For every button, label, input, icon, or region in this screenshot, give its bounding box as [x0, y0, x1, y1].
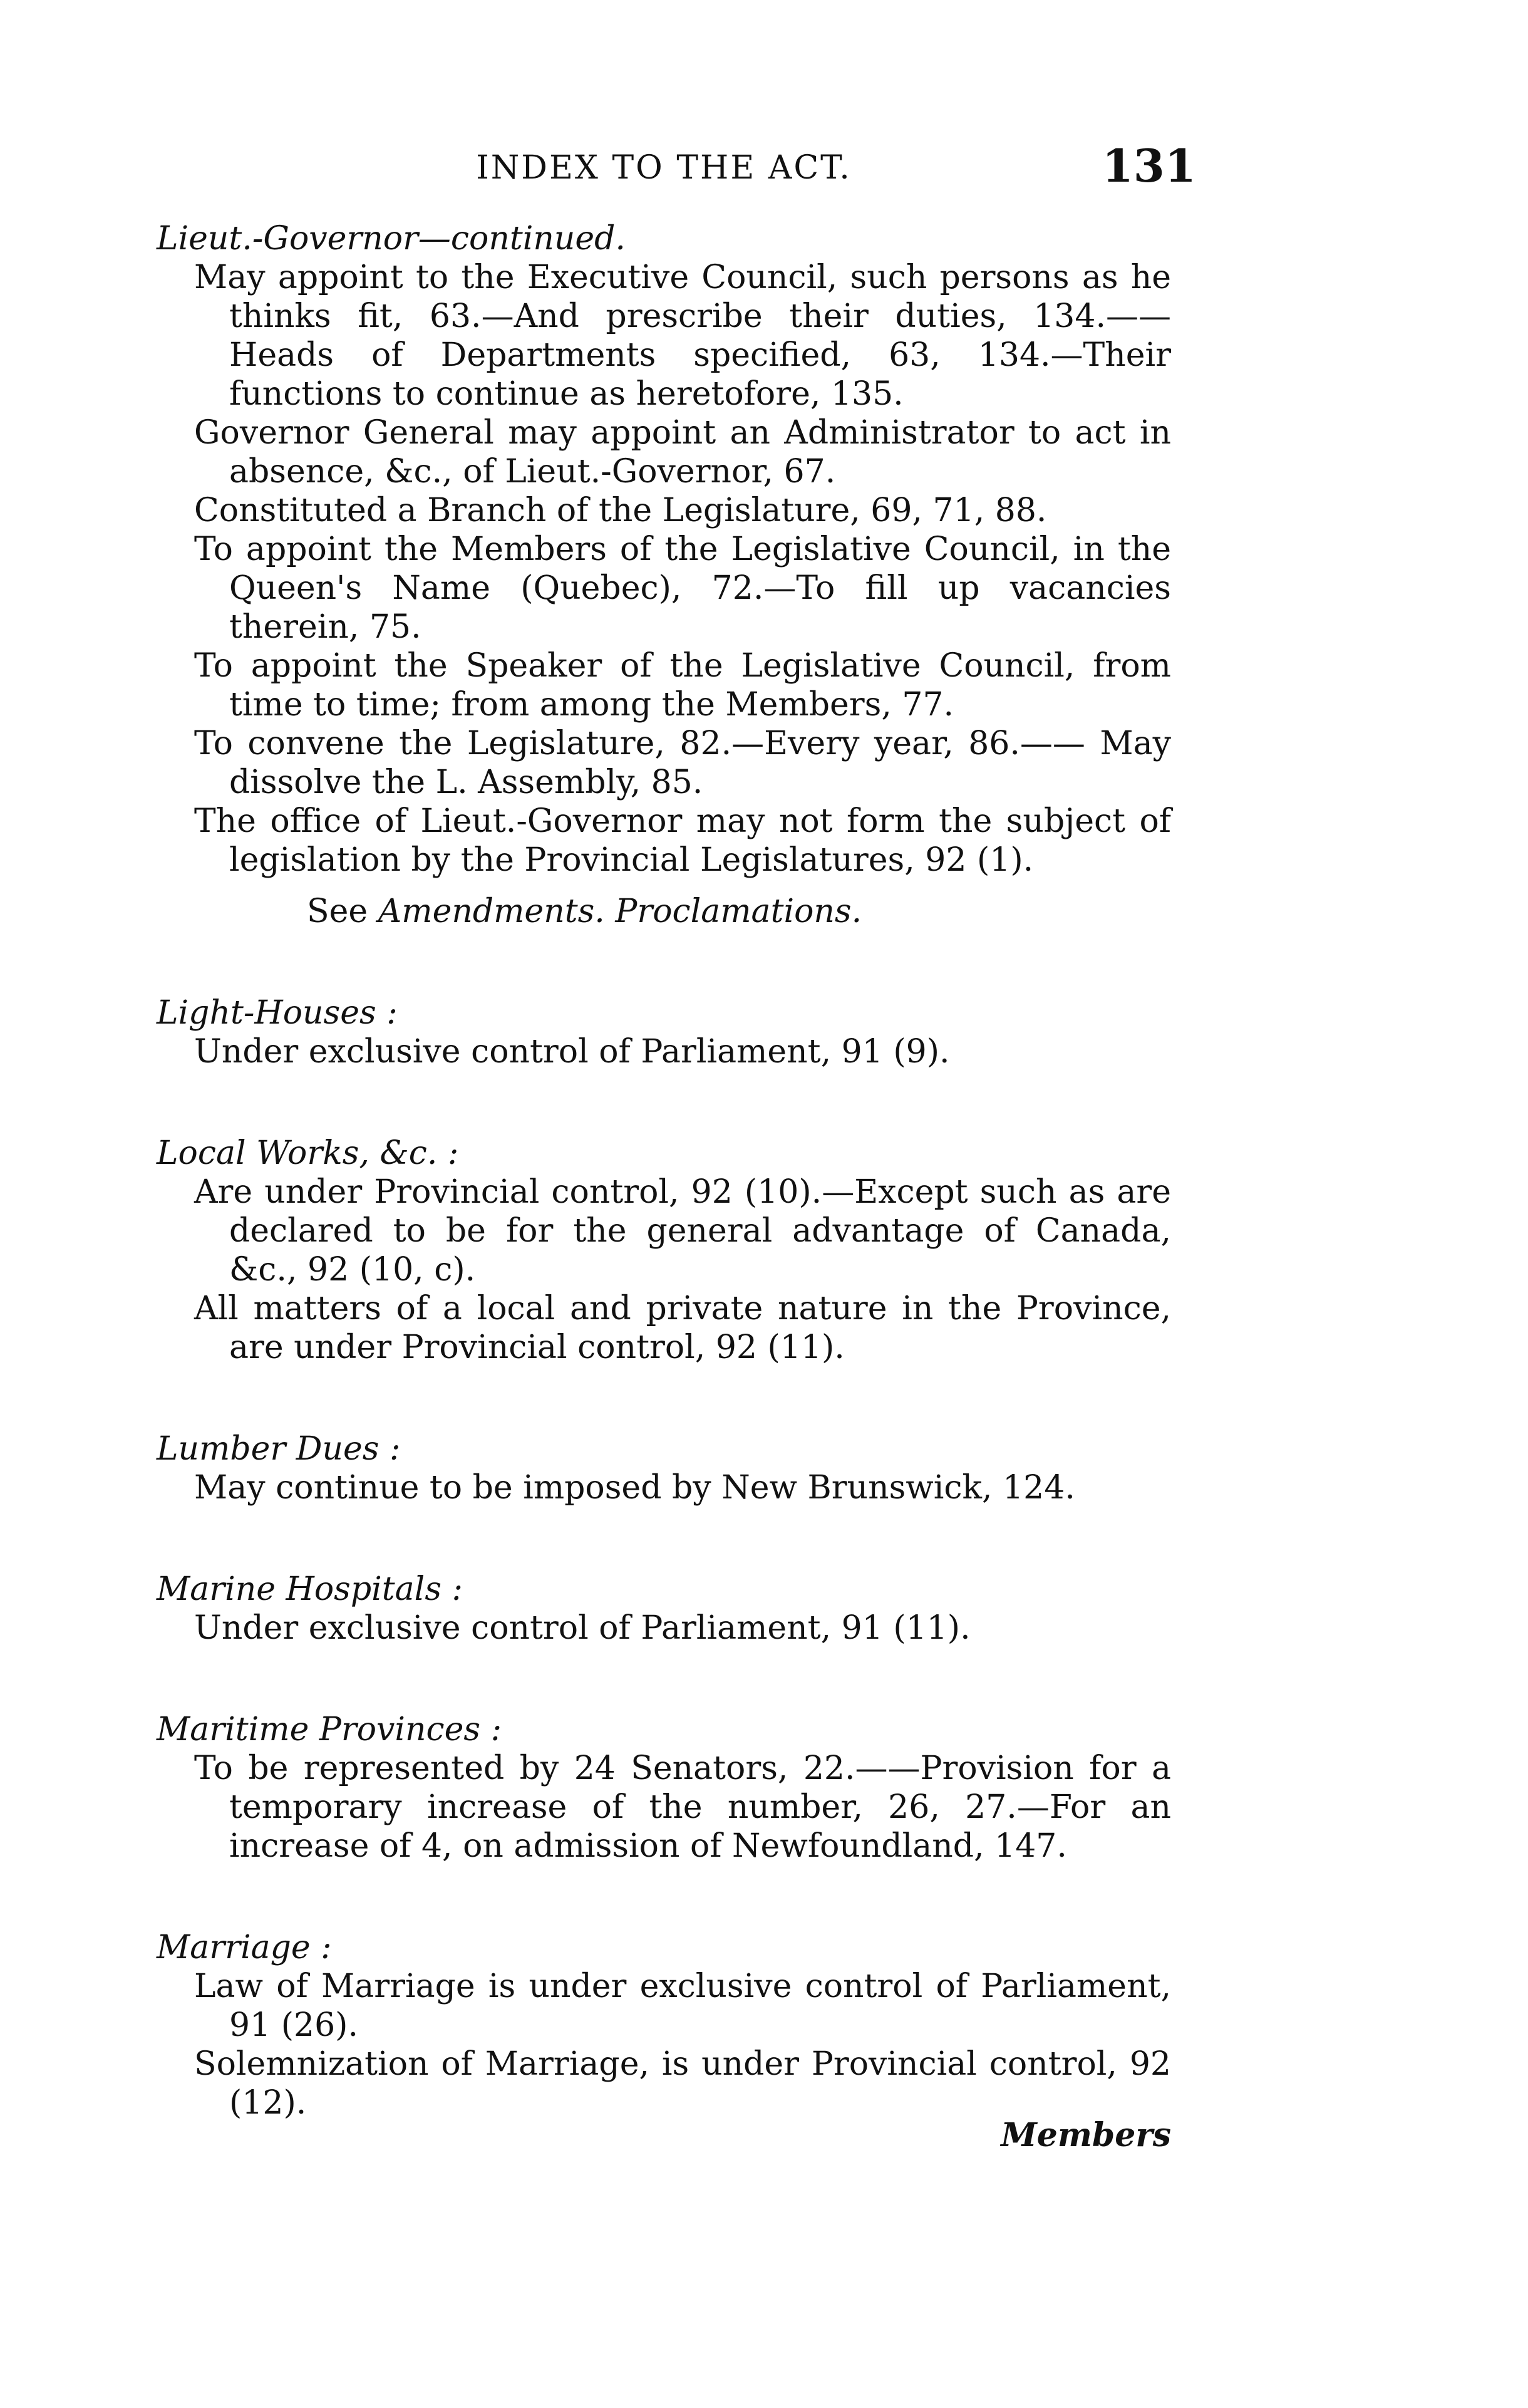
entry-light-houses: [157, 994, 1171, 1071]
catchword: Members: [1001, 2116, 1171, 2154]
entry-local-works: [157, 1134, 1171, 1367]
entry-item: The office of Lieut.-Governor may not form the subject of legislation by the Provincial Legislatures, 92 (1).: [194, 802, 1171, 879]
entry-item: To be represented by 24 Senators, 22.——Provision for a temporary increase of the number, 26, 27.—For an increase of 4, on admission of Newfoundland, 147.: [194, 1750, 1171, 1865]
entry-item: May appoint to the Executive Council, such persons as he thinks fit, 63.—And prescribe their duties, 134.—— Heads of Departments specified, 63, 134.—Their functions to continue as heretofore, 135.: [194, 259, 1171, 413]
entry-marine-hospitals: [157, 1570, 1171, 1648]
see-ref-amendments: Amendments.: [378, 893, 605, 930]
entry-item: All matters of a local and private nature in the Province, are under Provincial control, 92 (11).: [194, 1290, 1171, 1366]
see-label: See: [307, 893, 368, 930]
page-number: 131: [1102, 139, 1196, 192]
entry-marriage: [157, 1928, 1171, 2122]
running-head: INDEX TO THE ACT.: [476, 149, 852, 187]
entry-item: To convene the Legislature, 82.—Every year, 86.—— May dissolve the L. Assembly, 85.: [194, 725, 1171, 801]
entry-heading: Local Works, &c. :: [157, 1134, 459, 1172]
entry-item: Law of Marriage is under exclusive control of Parliament, 91 (26).: [194, 1968, 1171, 2044]
entry-heading: Maritime Provinces :: [157, 1711, 502, 1748]
entry-heading: Marine Hospitals :: [157, 1570, 463, 1608]
entry-item: Under exclusive control of Parliament, 91 (11).: [194, 1609, 971, 1647]
entry-item: May continue to be imposed by New Brunswick, 124.: [194, 1469, 1075, 1507]
entry-lieut-governor: [157, 219, 1171, 931]
index-page: [157, 125, 1196, 2155]
entry-item: Solemnization of Marriage, is under Provincial control, 92 (12).: [194, 2045, 1171, 2122]
entry-heading: Lieut.-Governor—continued.: [157, 220, 626, 257]
index-content: [157, 219, 1171, 2155]
entry-item: Under exclusive control of Parliament, 91 (9).: [194, 1033, 950, 1071]
entry-heading: Light-Houses :: [157, 994, 398, 1032]
entry-heading: Marriage :: [157, 1929, 332, 1966]
entry-lumber-dues: [157, 1430, 1171, 1507]
entry-maritime-provinces: [157, 1710, 1171, 1866]
entry-item: To appoint the Speaker of the Legislative Council, from time to time; from among the Members, 77.: [194, 647, 1171, 724]
entry-item: Constituted a Branch of the Legislature, 69, 71, 88.: [194, 492, 1047, 529]
see-also: [307, 892, 1171, 931]
entry-heading: Lumber Dues :: [157, 1430, 401, 1468]
entry-item: Governor General may appoint an Administrator to act in absence, &c., of Lieut.-Governor, 67.: [194, 414, 1171, 490]
entry-item: To appoint the Members of the Legislative Council, in the Queen's Name (Quebec), 72.—To fill up vacancies therein, 75.: [194, 531, 1171, 646]
see-ref-proclamations: Proclamations.: [615, 893, 862, 930]
entry-item: Are under Provincial control, 92 (10).—Except such as are declared to be for the general advantage of Canada, &c., 92 (10, c).: [194, 1173, 1171, 1289]
page-header: [157, 125, 1196, 200]
